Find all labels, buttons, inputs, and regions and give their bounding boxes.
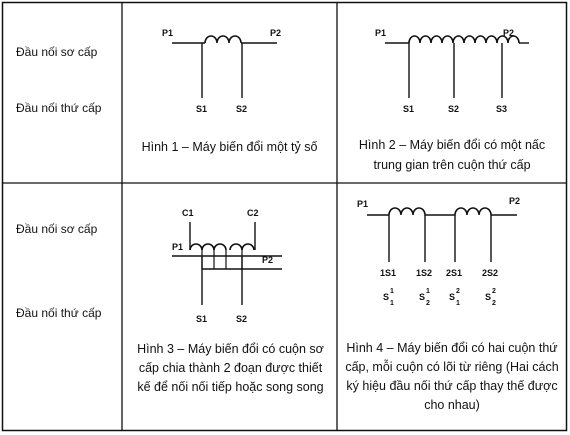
fig4-coil-1 [389, 208, 425, 215]
fig1-p2-label: P2 [270, 28, 282, 38]
svg-text:S: S [485, 292, 492, 302]
svg-text:1: 1 [426, 288, 430, 295]
fig1-s1-label: S1 [196, 104, 208, 114]
figure-2-diagram [337, 20, 567, 140]
svg-text:S: S [449, 292, 456, 302]
fig3-c2-label: C2 [247, 208, 259, 218]
fig4-caption-line4: cho nhau) [424, 398, 480, 412]
row2-primary-label: Đầu nối sơ cấp [16, 222, 98, 236]
fig2-s2-label: S2 [448, 104, 460, 114]
fig1-s2-label: S2 [236, 104, 248, 114]
svg-text:S: S [383, 292, 390, 302]
figure-4-caption [339, 339, 565, 415]
figure-3-diagram [122, 200, 337, 335]
fig4-alt-label-2 [419, 288, 430, 307]
svg-text:S: S [419, 292, 426, 302]
fig3-p1-label: P1 [172, 242, 184, 252]
fig4-caption-line1: Hình 4 – Máy biến đổi có hai cuộn thứ [346, 341, 558, 355]
fig4-coil-2 [455, 208, 491, 215]
fig4-p2-label: P2 [509, 196, 521, 206]
figure-2-caption [337, 135, 567, 175]
fig1-p1-label: P1 [162, 28, 174, 38]
row1-secondary-label: Đầu nối thứ cấp [16, 101, 102, 115]
fig3-coil [190, 244, 254, 250]
figure-3-caption [128, 340, 333, 397]
row1-primary-label: Đầu nối sơ cấp [16, 45, 98, 59]
row2-secondary-label: Đầu nối thứ cấp [16, 306, 102, 320]
fig2-p2-label: P2 [503, 28, 515, 38]
fig3-p2-label: P2 [262, 255, 274, 265]
fig3-caption-line2: cấp chia thành 2 đoạn được thiết [138, 361, 323, 375]
fig3-c1-label: C1 [182, 208, 194, 218]
svg-text:2: 2 [492, 288, 496, 295]
svg-text:1: 1 [390, 288, 394, 295]
fig3-caption-line3: kế để nối nối tiếp hoặc song song [137, 380, 324, 394]
fig4-caption-line2: cấp, mỗi cuộn có lõi từ riêng (Hai cách [345, 360, 559, 374]
fig3-s2-label: S2 [236, 314, 248, 324]
fig4-caption-line3: ký hiệu đầu nối thứ cấp thay thế được [346, 379, 558, 393]
svg-text:2: 2 [426, 300, 430, 307]
fig2-s1-label: S1 [403, 104, 415, 114]
svg-text:2: 2 [492, 300, 496, 307]
fig2-p1-label: P1 [375, 28, 387, 38]
figure-1-diagram [122, 20, 337, 140]
figure-1-caption: Hình 1 – Máy biến đổi một tỷ số [141, 140, 318, 154]
fig2-caption-line1: Hình 2 – Máy biến đổi có một nấc [358, 138, 546, 152]
svg-text:1: 1 [456, 300, 460, 307]
fig2-caption-line2: trung gian trên cuộn thứ cấp [373, 158, 531, 172]
figure-4-diagram [337, 192, 567, 317]
fig4-1s2-label: 1S2 [416, 268, 433, 278]
fig4-2s2-label: 2S2 [482, 268, 499, 278]
svg-text:2: 2 [456, 288, 460, 295]
fig2-s3-label: S3 [496, 104, 508, 114]
fig3-s1-label: S1 [196, 314, 208, 324]
fig1-coil [205, 36, 241, 43]
fig4-1s1-label: 1S1 [380, 268, 397, 278]
fig4-alt-label-3 [449, 288, 460, 307]
fig4-2s1-label: 2S1 [446, 268, 463, 278]
fig4-p1-label: P1 [357, 199, 369, 209]
fig4-alt-label-4 [485, 288, 496, 307]
fig3-caption-line1: Hình 3 – Máy biến đổi có cuộn sơ [137, 342, 324, 356]
fig4-alt-label-1 [383, 288, 394, 307]
svg-text:1: 1 [390, 300, 394, 307]
